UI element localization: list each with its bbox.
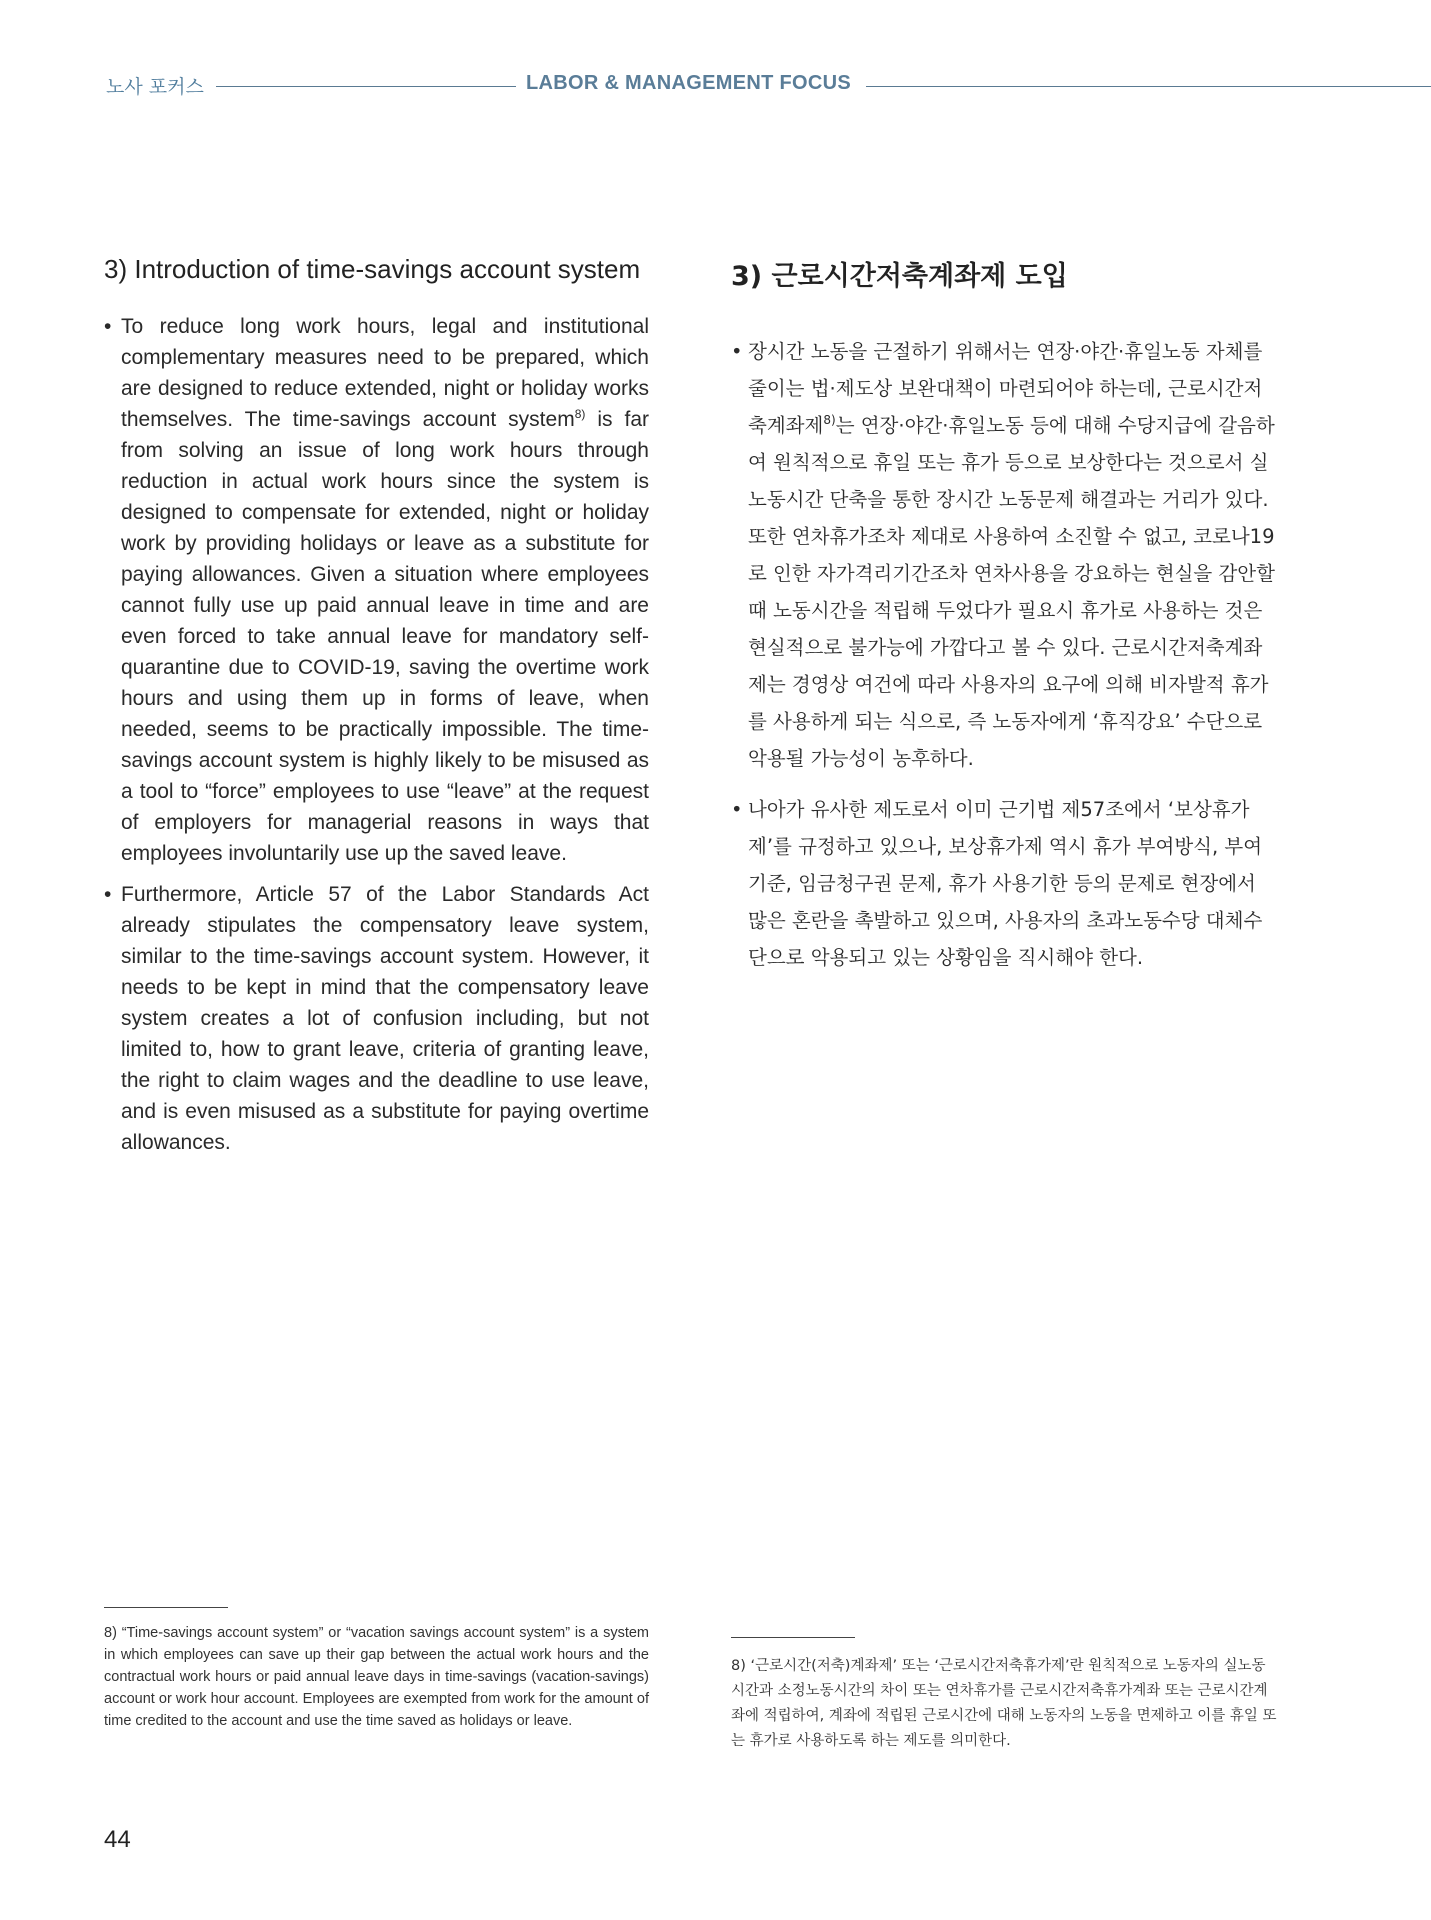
korean-bullet-list — [731, 333, 1279, 976]
korean-paragraph-1 — [731, 333, 1279, 777]
bullet-icon: • — [731, 340, 743, 363]
header-rule-right — [866, 86, 1431, 87]
bullet-icon: • — [731, 798, 743, 821]
english-bullet-list — [104, 311, 649, 1158]
running-header — [0, 72, 1431, 102]
english-p1-text-b: is far from solving an issue of long work hours through reduction in actual work hours since the system is designed to compensate for extended, night or holiday work by providing holidays or leave as a substitute for paying allowances. Given a situation where employees cannot fully use up paid annual leave in time and are even forced to take annual leave for mandatory self-quarantine due to COVID-19, saving the overtime work hours and using them up in forms of leave, when needed, seems to be practically impossible. The time-savings account system is highly likely to be misused as a tool to “force” employees to use “leave” at the request of employers for managerial reasons in ways that employees involuntarily use up the saved leave. — [121, 408, 650, 865]
english-p1-text-a: To reduce long work hours, legal and institutional complementary measures need to be prepared, which are designed to reduce extended, night or holiday works themselves. The time-savings account system — [121, 315, 649, 431]
header-korean-label: 노사 포커스 — [106, 76, 204, 98]
korean-footnote: 8) ‘근로시간(저축)계좌제’ 또는 ‘근로시간저축휴가제’란 원칙적으로 노동자의 실노동시간과 소정노동시간의 차이 또는 연차휴가를 근로시간저축휴가계좌 또는 근로시간계좌에 적립하여, 계좌에 적립된 근로시간에 대해 노동자의 노동을 면제하고 이를 휴일 또는 휴가로 사용하도록 하는 제도를 의미한다. — [731, 1658, 1277, 1749]
header-rule-left — [216, 86, 516, 87]
footnote-rule-korean — [731, 1637, 855, 1638]
footnote-ref: 8) — [823, 413, 836, 427]
korean-p1-text-a: 장시간 노동을 근절하기 위해서는 연장·야간·휴일노동 자체를 줄이는 법·제도상 보완대책이 마련되어야 하는데, 근로시간저축계좌제 — [748, 340, 1263, 437]
korean-column — [731, 254, 1279, 990]
header-english-label: LABOR & MANAGEMENT FOCUS — [526, 72, 851, 94]
footnote-ref: 8) — [574, 407, 586, 421]
english-footnote: 8) “Time-savings account system” or “vacation savings account system” is a system in which employees can save up their gap between the actual work hours and the contractual work hours or paid annual leave days in time-savings (vacation-savings) account or work hour account. Employees are exempted from work for the amount of time credited to the account and use the time saved as holidays or leave. — [104, 1625, 649, 1729]
korean-paragraph-2 — [731, 791, 1279, 976]
korean-p2-text: 나아가 유사한 제도로서 이미 근기법 제57조에서 ‘보상휴가제’를 규정하고 있으나, 보상휴가제 역시 휴가 부여방식, 부여기준, 임금청구권 문제, 휴가 사용기한 등의 문제로 현장에서 많은 혼란을 촉발하고 있으며, 사용자의 초과노동수당 대체수단으로 악용되고 있는 상황임을 직시해야 한다. — [748, 798, 1263, 969]
english-paragraph-2 — [104, 879, 649, 1158]
english-p2-text: Furthermore, Article 57 of the Labor Standards Act already stipulates the compensatory leave system, similar to the time-savings account system. However, it needs to be kept in mind that the compensatory leave system creates a lot of confusion including, but not limited to, how to grant leave, criteria of granting leave, the right to claim wages and the deadline to use leave, and is even misused as a substitute for paying overtime allowances. — [121, 883, 649, 1154]
bullet-icon: • — [104, 315, 112, 338]
korean-section-title: 3) 근로시간저축계좌제 도입 — [731, 261, 1068, 292]
english-paragraph-1 — [104, 311, 649, 869]
page-number: 44 — [104, 1826, 131, 1853]
footnote-rule-english — [104, 1607, 228, 1608]
english-section-title: 3) Introduction of time-savings account system — [104, 254, 641, 284]
english-column — [104, 254, 649, 1168]
korean-p1-text-b: 는 연장·야간·휴일노동 등에 대해 수당지급에 갈음하여 원칙적으로 휴일 또는 휴가 등으로 보상한다는 것으로서 실노동시간 단축을 통한 장시간 노동문제 해결과는 거리가 있다. 또한 연차휴가조차 제대로 사용하여 소진할 수 없고, 코로나19로 인한 자가격리기간조차 연차사용을 강요하는 현실을 감안할 때 노동시간을 적립해 두었다가 필요시 휴가로 사용하는 것은 현실적으로 불가능에 가깝다고 볼 수 있다. 근로시간저축계좌제는 경영상 여건에 따라 사용자의 요구에 의해 비자발적 휴가를 사용하게 되는 식으로, 즉 노동자에게 ‘휴직강요’ 수단으로 악용될 가능성이 농후하다. — [748, 414, 1275, 770]
bullet-icon: • — [104, 883, 112, 906]
